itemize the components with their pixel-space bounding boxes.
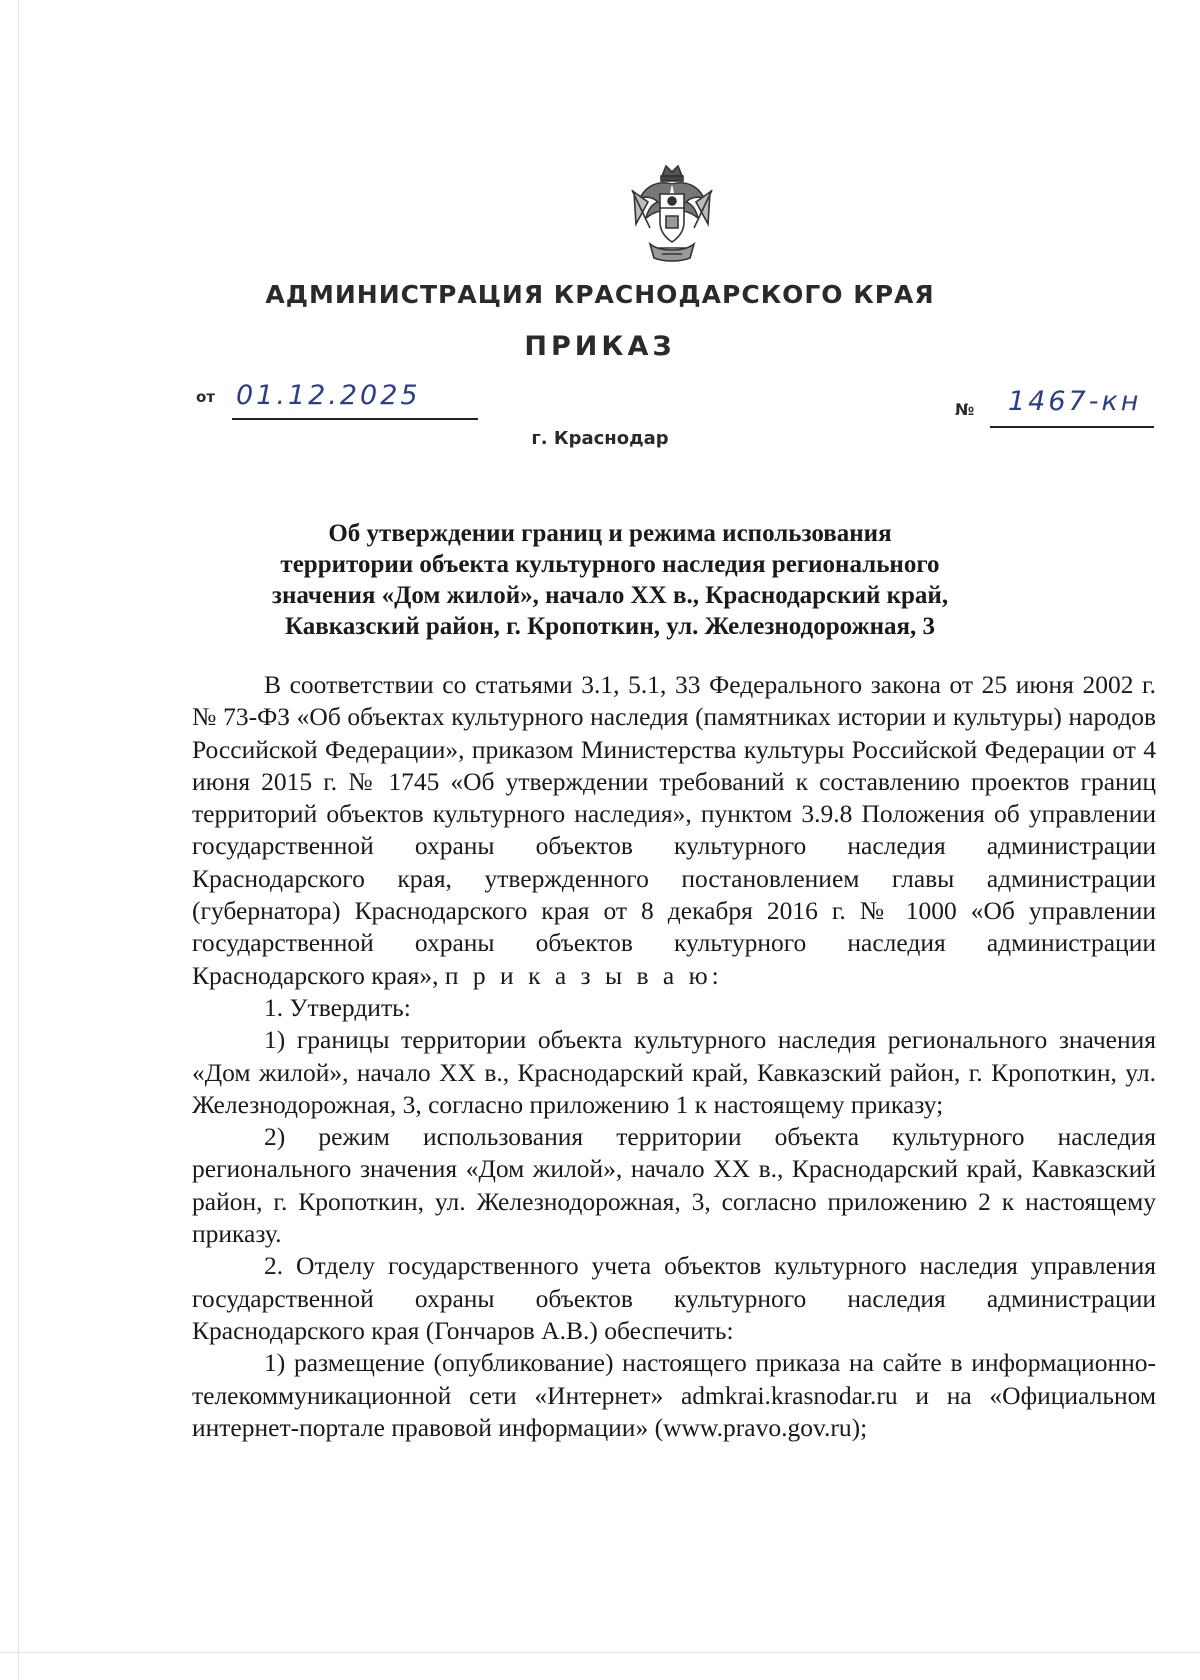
date-label: от [196,388,215,406]
preamble-paragraph [192,669,1156,992]
organization-title: АДМИНИСТРАЦИЯ КРАСНОДАРСКОГО КРАЯ [265,280,935,309]
subject-line: территории объекта культурного наследия регионального [280,551,940,578]
item-1-2: 2) режим использования территории объекта культурного наследия регионального значения «Дом жилой», начало XX в., Краснодарский край, Кавказский район, г. Кропоткин, ул. Железнодорожная, 3, согласно приложению 2 к настоящему приказу. [192,1122,1156,1249]
subject-line: Кавказский район, г. Кропоткин, ул. Железнодорожная, 3 [284,613,936,640]
number-label: № [955,400,975,419]
handwritten-date: 01.12.2025 [236,380,421,411]
item-1: 1. Утвердить: [264,992,411,1022]
city: г. Краснодар [531,428,669,449]
subject-line: значения «Дом жилой», начало XX в., Краснодарский край, [271,582,949,609]
page-edge-bottom [0,1652,1200,1653]
document-subject [190,518,1030,642]
item-1-1: 1) границы территории объекта культурного наследия регионального значения «Дом жилой», начало XX в., Краснодарский край, Кавказский район, г. Кропоткин, ул. Железнодорожная, 3, согласно приложению 1 к настоящему приказу; [192,1025,1156,1119]
document-type: ПРИКАЗ [524,331,676,362]
item-2-1: 1) размещение (опубликование) настоящего приказа на сайте в информационно-телекоммуникационной сети «Интернет» admkrai.krasnodar.ru и на «Официальном интернет-портале правовой информации» (www.pravo.gov.ru); [192,1348,1156,1442]
date-underline [232,418,478,420]
coat-of-arms-emblem [628,162,716,266]
order-word: п р и к а з ы в а ю: [444,960,723,990]
subject-line: Об утверждении границ и режима использования [328,520,892,547]
handwritten-number: 1467-кн [1008,386,1142,417]
preamble-text: В соответствии со статьями 3.1, 5.1, 33 Федерального закона от 25 июня 2002 г. № 73-ФЗ «Об объектах культурного наследия (памятниках истории и культуры) народов Российской Федерации», приказом Министерства культуры Российской Федерации от 4 июня 2015 г. № 1745 «Об утверждении требований к составлению проектов границ территорий объектов культурного наследия», пунктом 3.9.8 Положения об управлении государственной охраны объектов культурного наследия администрации Краснодарского края, утвержденного постановлением главы администрации (губернатора) Краснодарского края от 8 декабря 2016 г. № 1000 «Об управлении государственной охраны объектов культурного наследия администрации Краснодарского края», [192,670,1156,990]
item-2: 2. Отделу государственного учета объектов культурного наследия управления государственной охраны объектов культурного наследия администрации Краснодарского края (Гончаров А.В.) обеспечить: [192,1251,1156,1345]
page-edge [18,0,19,1680]
document-body [192,669,1156,1444]
